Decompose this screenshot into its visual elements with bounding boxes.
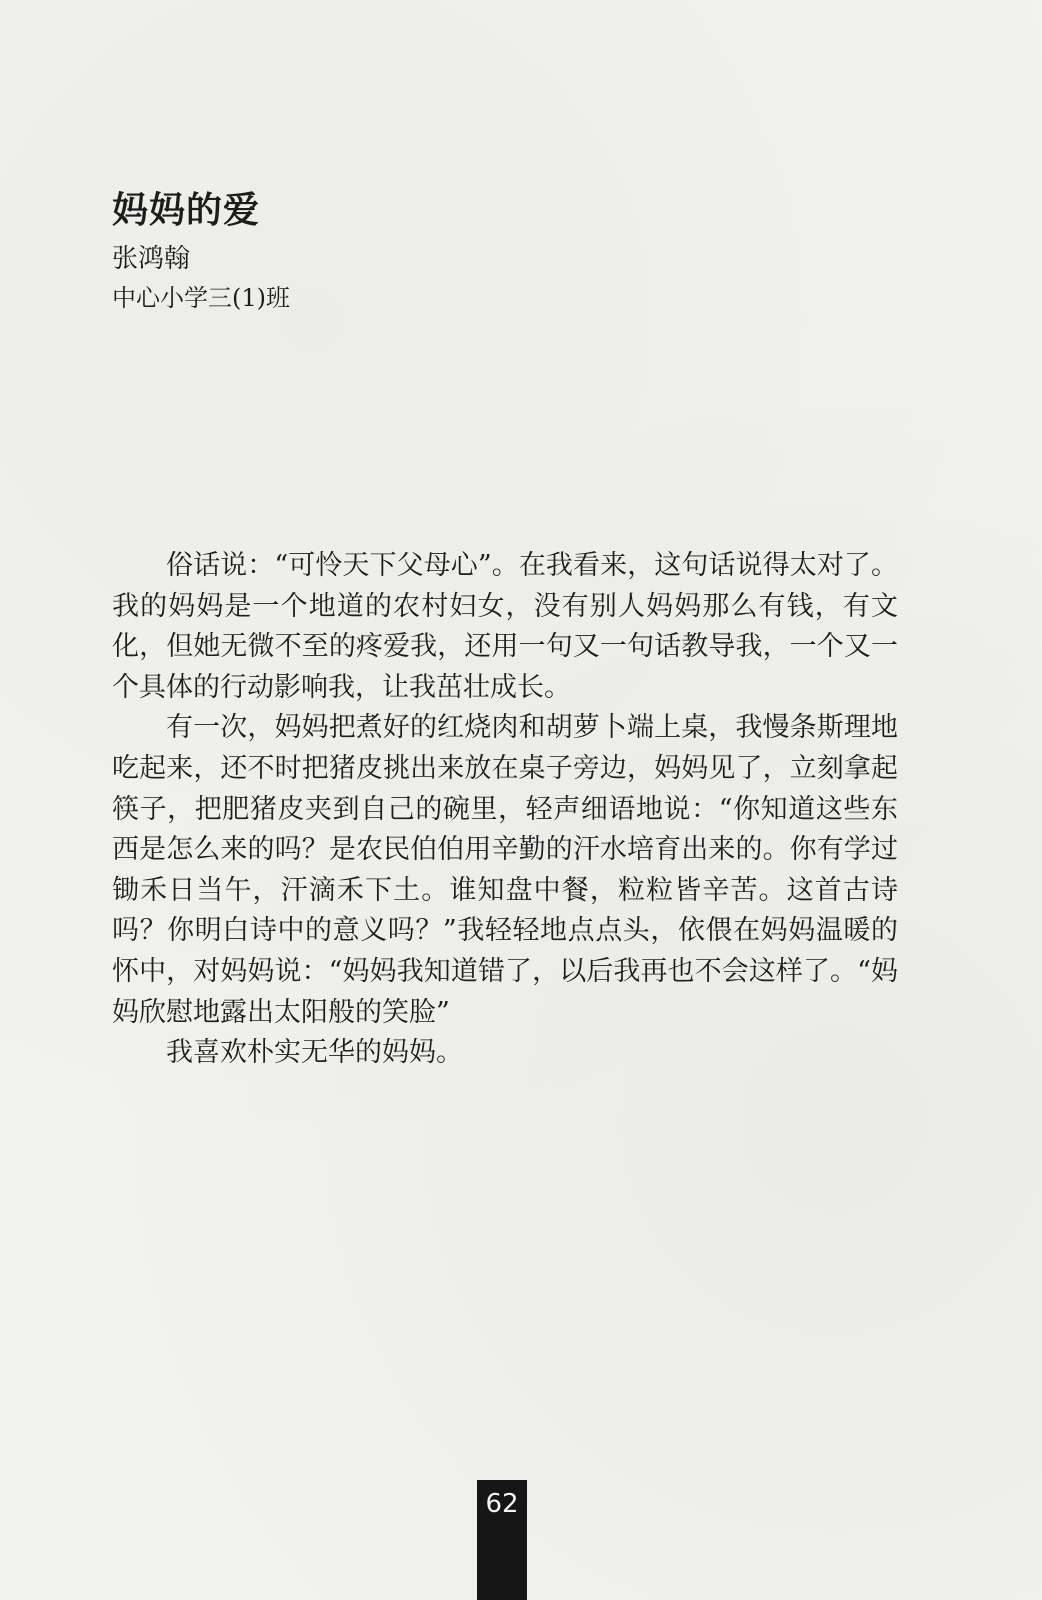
article-title: 妈妈的爱 — [112, 190, 261, 231]
page-number: 62 — [477, 1480, 527, 1600]
author-name: 张鸿翰 — [112, 244, 191, 274]
paragraph-1: 俗话说：“可怜天下父母心”。在我看来，这句话说得太对了。我的妈妈是一个地道的农村妇女，没有别人妈妈那么有钱，有文化，但她无微不至的疼爱我，还用一句又一句话教导我，一个又一个具体的行动影响我，让我茁壮成长。 — [112, 550, 898, 703]
article-body — [112, 546, 898, 1074]
paragraph-2: 有一次，妈妈把煮好的红烧肉和胡萝卜端上桌，我慢条斯理地吃起来，还不时把猪皮挑出来放在桌子旁边，妈妈见了，立刻拿起筷子，把肥猪皮夹到自己的碗里，轻声细语地说：“你知道这些东西是怎么来的吗？是农民伯伯用辛勤的汗水培育出来的。你有学过锄禾日当午，汗滴禾下土。谁知盘中餐，粒粒皆辛苦。这首古诗吗？你明白诗中的意义吗？”我轻轻地点点头，依偎在妈妈温暖的怀中，对妈妈说：“妈妈我知道错了，以后我再也不会这样了。“妈妈欣慰地露出太阳般的笑脸” — [112, 712, 898, 1028]
school-class: 中心小学三(1)班 — [112, 284, 290, 312]
paragraph-3: 我喜欢朴实无华的妈妈。 — [166, 1037, 463, 1069]
